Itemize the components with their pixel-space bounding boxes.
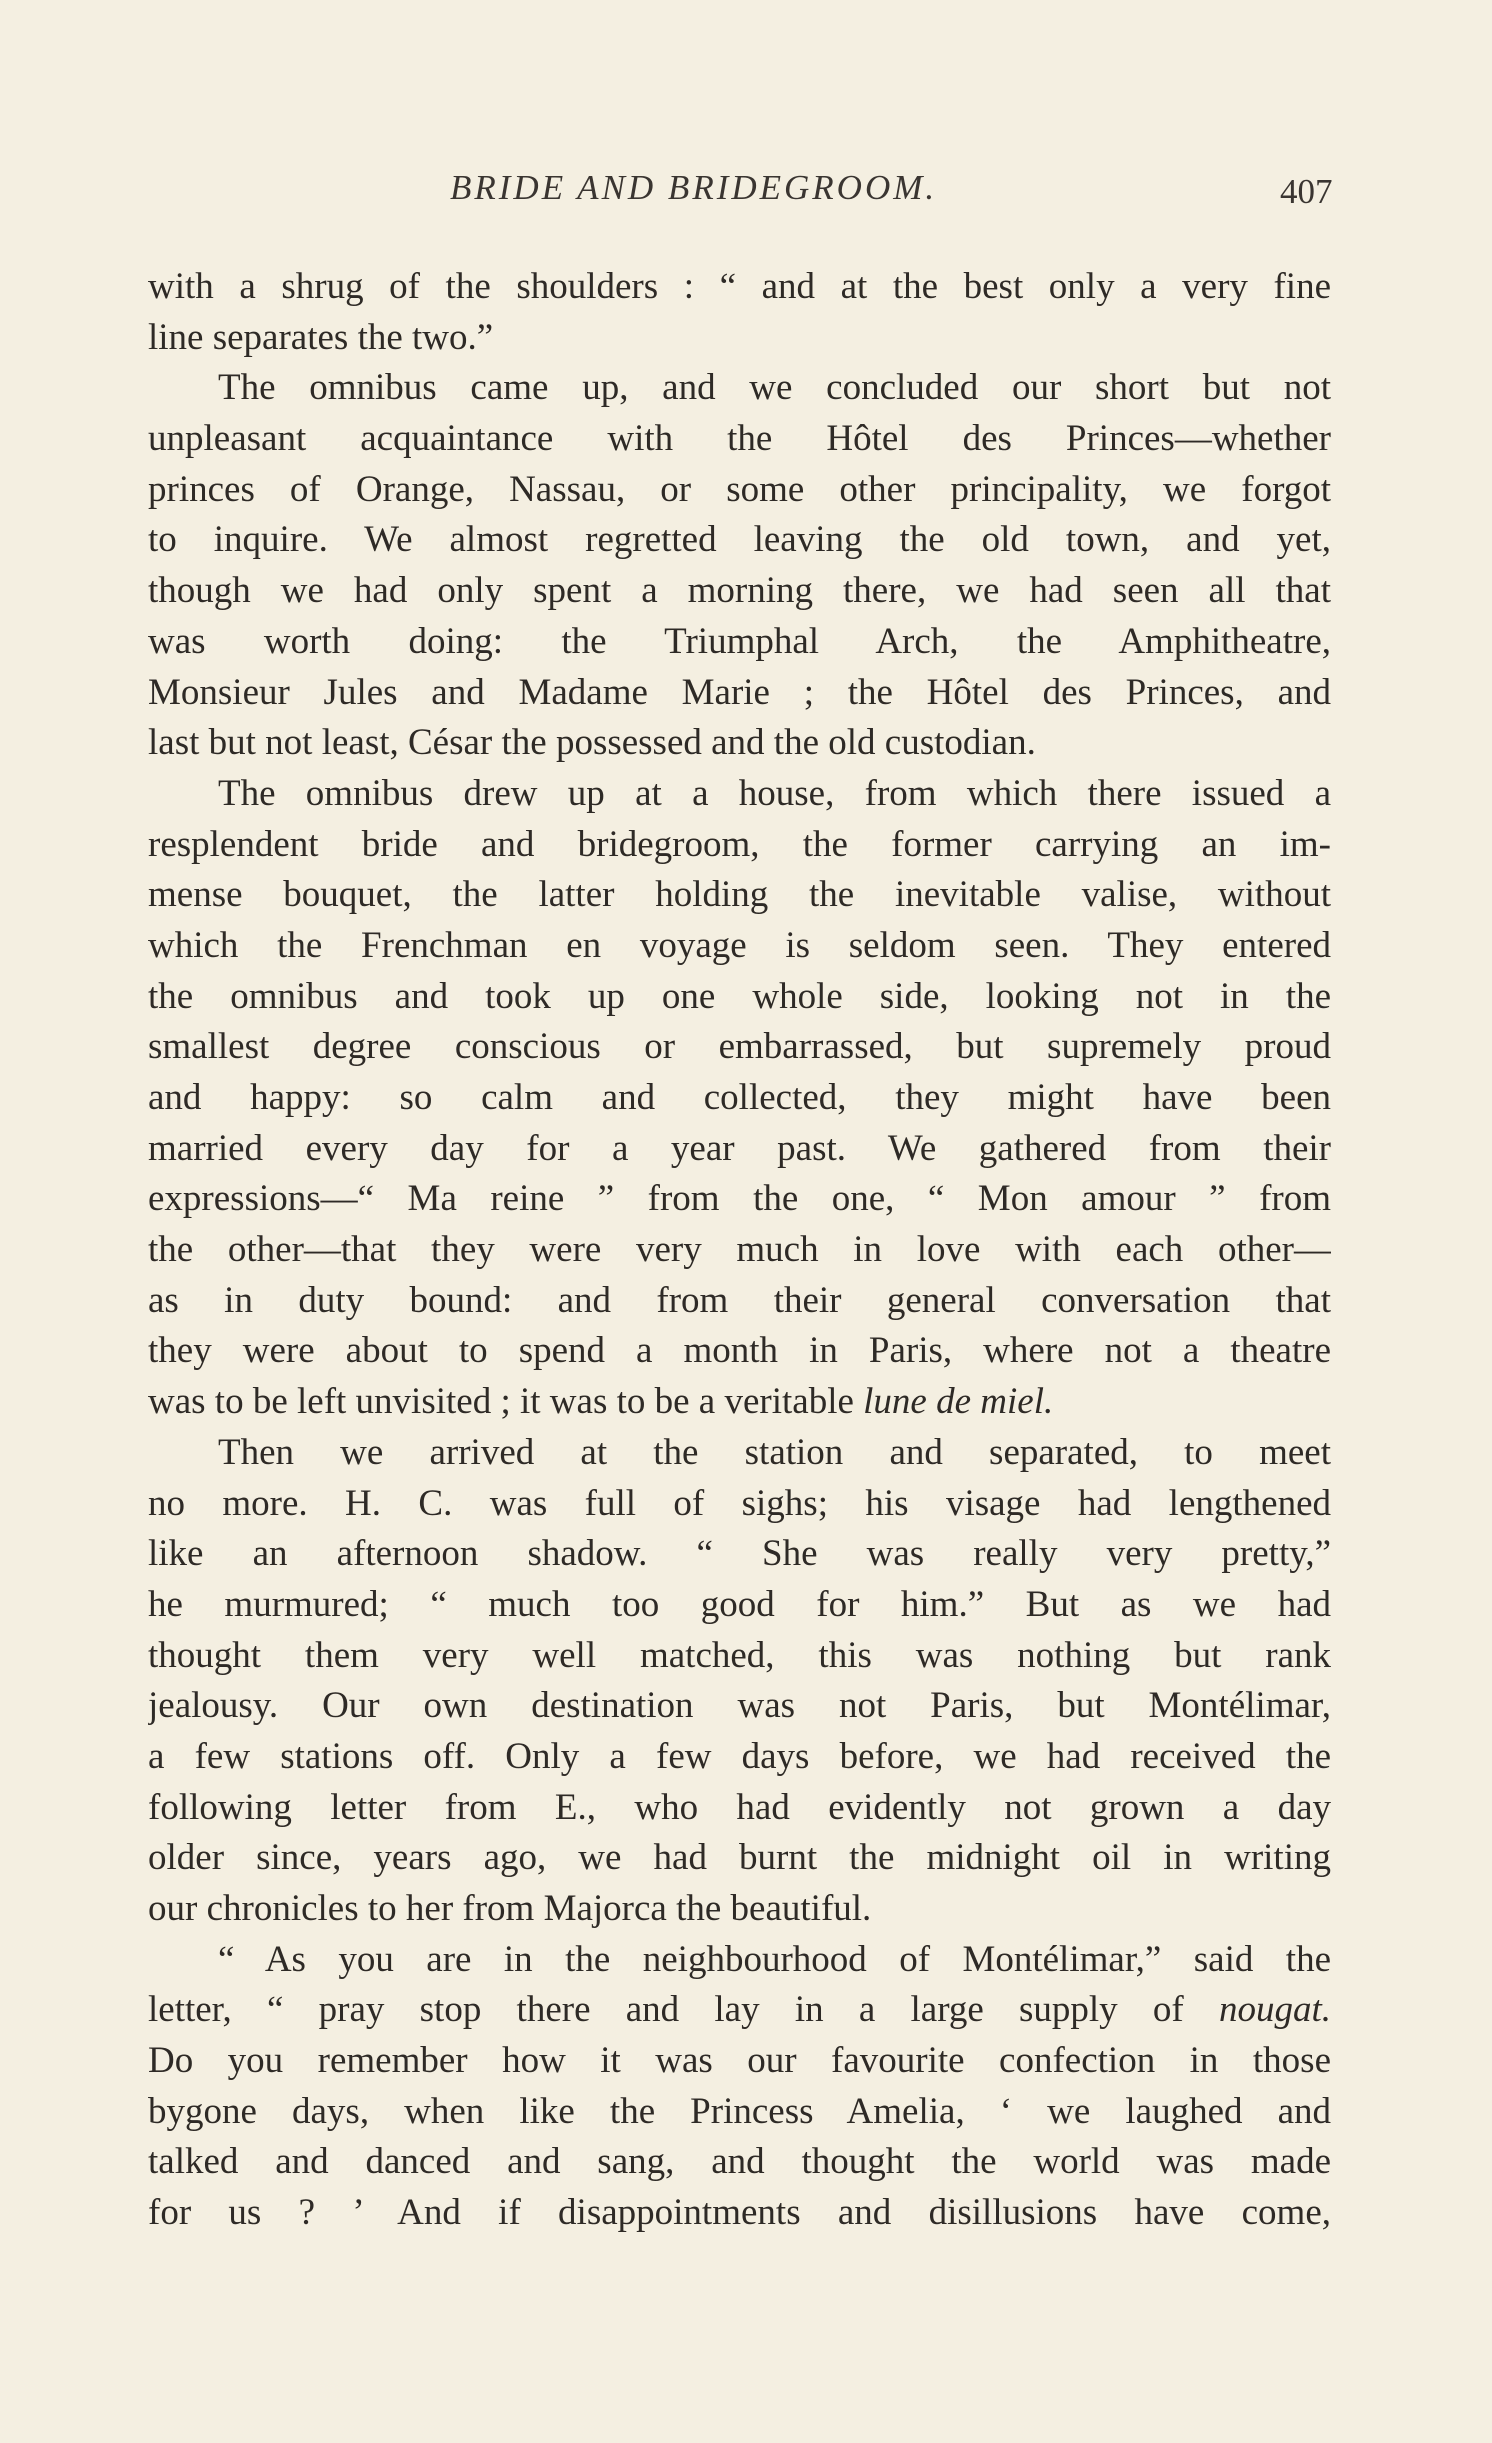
line-text: princes of Orange, Nassau, or some other principality, we forgot xyxy=(148,468,1331,510)
text-line xyxy=(148,313,1331,364)
line-text: The omnibus drew up at a house, from which there issued a xyxy=(218,772,1331,814)
line-text: line separates the two.” xyxy=(148,316,494,358)
text-line xyxy=(148,1225,1331,1276)
line-text: talked and danced and sang, and thought the world was made xyxy=(148,2141,1331,2183)
line-text: following letter from E., who had evidently not grown a day xyxy=(148,1786,1331,1828)
line-text: Monsieur Jules and Madame Marie ; the Hôtel des Princes, and xyxy=(148,671,1331,713)
italic-phrase: lune de miel. xyxy=(863,1381,1054,1423)
line-text: he murmured; “ much too good for him.” But as we had xyxy=(148,1583,1331,1625)
line-text: our chronicles to her from Majorca the beautiful. xyxy=(148,1888,872,1929)
text-line xyxy=(148,769,1331,820)
text-line xyxy=(148,2036,1331,2087)
text-line xyxy=(148,1073,1331,1124)
text-line xyxy=(148,1479,1331,1530)
line-text: was to be left unvisited ; it was to be a veritable xyxy=(148,1381,864,1423)
text-line xyxy=(148,262,1331,313)
running-title: BRIDE AND BRIDEGROOM. xyxy=(450,168,938,207)
text-line xyxy=(148,1681,1331,1732)
line-text: letter, “ pray stop there and lay in a large supply of xyxy=(148,1989,1219,2031)
text-line xyxy=(148,921,1331,972)
text-line xyxy=(148,2087,1331,2138)
text-line xyxy=(148,1833,1331,1884)
line-text: the other—that they were very much in love with each other— xyxy=(148,1229,1331,1271)
text-line xyxy=(148,363,1331,414)
body-text xyxy=(148,262,1331,2239)
italic-phrase: nougat. xyxy=(1218,1989,1331,2031)
text-line xyxy=(148,1783,1331,1834)
text-line xyxy=(148,414,1331,465)
text-line xyxy=(148,566,1331,617)
line-text: mense bouquet, the latter holding the inevitable valise, without xyxy=(148,874,1331,916)
text-line xyxy=(148,1428,1331,1479)
line-text: for us ? ’ And if disappointments and disillusions have come, xyxy=(148,2192,1331,2234)
text-line xyxy=(148,465,1331,516)
line-text: last but not least, César the possessed and the old custodian. xyxy=(148,722,1036,764)
text-line xyxy=(148,1377,1331,1428)
text-line xyxy=(148,1276,1331,1327)
text-line xyxy=(148,1580,1331,1631)
line-text: married every day for a year past. We gathered from their xyxy=(148,1127,1331,1169)
line-text: expressions—“ Ma reine ” from the one, “ Mon amour ” from xyxy=(148,1178,1331,1220)
line-text: as in duty bound: and from their general conversation that xyxy=(148,1279,1331,1321)
line-text: with a shrug of the shoulders : “ and at the best only a very fine xyxy=(148,266,1331,307)
text-line xyxy=(148,1985,1331,2036)
line-text: which the Frenchman en voyage is seldom seen. They entered xyxy=(148,924,1331,966)
line-text: thought them very well matched, this was nothing but rank xyxy=(148,1634,1331,1676)
text-line xyxy=(148,2188,1331,2239)
line-text: the omnibus and took up one whole side, looking not in the xyxy=(148,975,1331,1017)
text-line xyxy=(148,1174,1331,1225)
text-line xyxy=(148,668,1331,719)
text-line xyxy=(148,1884,1331,1935)
page-number: 407 xyxy=(1280,172,1333,211)
line-text: “ As you are in the neighbourhood of Montélimar,” said the xyxy=(218,1938,1331,1980)
text-line xyxy=(148,820,1331,871)
text-line xyxy=(148,1529,1331,1580)
line-text: like an afternoon shadow. “ She was really very pretty,” xyxy=(148,1533,1331,1575)
text-line xyxy=(148,515,1331,566)
line-text: to inquire. We almost regretted leaving the old town, and yet, xyxy=(148,519,1331,561)
line-text: unpleasant acquaintance with the Hôtel des Princes—whether xyxy=(148,418,1331,460)
line-text: jealousy. Our own destination was not Paris, but Montélimar, xyxy=(148,1685,1331,1727)
line-text: they were about to spend a month in Paris, where not a theatre xyxy=(148,1330,1331,1372)
text-line xyxy=(148,1732,1331,1783)
line-text: resplendent bride and bridegroom, the former carrying an im- xyxy=(148,823,1331,865)
line-text: though we had only spent a morning there, we had seen all that xyxy=(148,570,1331,612)
text-line xyxy=(148,870,1331,921)
line-text: a few stations off. Only a few days before, we had received the xyxy=(148,1735,1331,1777)
line-text: bygone days, when like the Princess Amelia, ‘ we laughed and xyxy=(148,2090,1331,2132)
text-line xyxy=(148,1022,1331,1073)
line-text: Do you remember how it was our favourite confection in those xyxy=(148,2040,1331,2082)
text-line xyxy=(148,2137,1331,2188)
text-line xyxy=(148,1124,1331,1175)
line-text: and happy: so calm and collected, they might have been xyxy=(148,1077,1331,1118)
line-text: no more. H. C. was full of sighs; his visage had lengthened xyxy=(148,1482,1331,1524)
line-text: The omnibus came up, and we concluded our short but not xyxy=(218,367,1331,409)
line-text: smallest degree conscious or embarrassed, but supremely proud xyxy=(148,1026,1331,1068)
text-line xyxy=(148,972,1331,1023)
text-line xyxy=(148,1631,1331,1682)
text-line xyxy=(148,1935,1331,1986)
text-line xyxy=(148,1326,1331,1377)
text-line xyxy=(148,718,1331,769)
line-text: older since, years ago, we had burnt the midnight oil in writing xyxy=(148,1837,1331,1879)
text-line xyxy=(148,617,1331,668)
line-text: Then we arrived at the station and separated, to meet xyxy=(218,1431,1331,1473)
line-text: was worth doing: the Triumphal Arch, the Amphitheatre, xyxy=(148,620,1331,662)
